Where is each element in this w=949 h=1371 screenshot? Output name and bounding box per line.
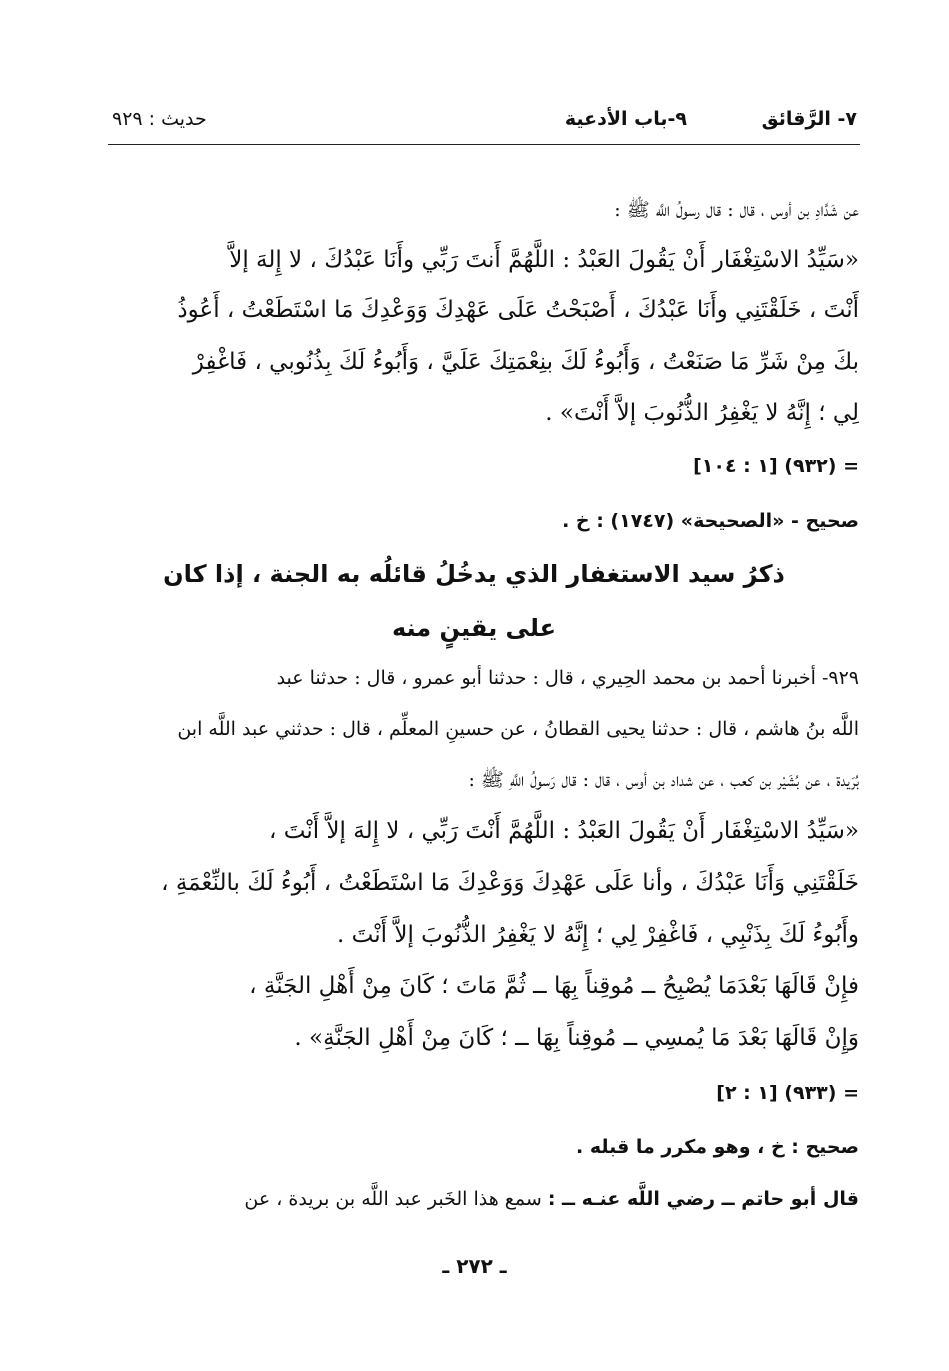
text-continuation: سمع هذا الخَبر عبد اللَّه بن بريدة ، عن	[244, 1188, 548, 1210]
text-line: «سَيِّدُ الاسْتِغْفَار أَنْ يَقُولَ العَبْدُ : اللَّهُمَّ أَنْتَ رَبِّي ، لا إِلهَ إلاَّ أَنْتَ ،	[269, 818, 859, 844]
text-line: «سَيِّدُ الاسْتِغْفَار أَنْ يَقُولَ العَبْدُ : اللَّهُمَّ أَنتَ رَبِّي وأَنَا عَبْدُكَ ، لا إِلهَ إلاَّ	[229, 247, 859, 273]
header-divider	[108, 144, 860, 145]
chapter-heading: ذكرُ سيد الاستغفار الذي يدخُلُ قائلُه به الجنة ، إذا كان	[163, 560, 785, 588]
text-line: بكَ مِنْ شَرِّ مَا صَنَعْتُ ، وَأَبُوءُ لَكَ بنِعْمَتِكَ عَلَيَّ ، وَأَبُوءُ لَكَ بِذُنُوبي ، فَاغْفِرْ	[192, 349, 859, 375]
text-line: وأَبُوءُ لَكَ بِذَنْبِي ، فَاغْفِرْ لِي ؛ إِنَّهُ لا يَغْفِرُ الذُّنُوبَ إلاَّ أَنْتَ .	[337, 922, 859, 948]
grading-note: صحيح : خ ، وهو مكرر ما قبله .	[576, 1136, 859, 1158]
cross-reference: = (٩٣٣) [١ : ٢]	[716, 1082, 859, 1104]
text-line: بُرَيدة ، عن بُشَيْر بن كعب ، عن شداد بن أوس ، قال : قال رَسولُ اللَّهِ ﷺ :	[468, 769, 859, 791]
text-line: أَنْتَ ، خَلَقْتَنِي وأَنَا عَبْدُكَ ، أَصْبَحْتُ عَلَى عَهْدِكَ وَوَعْدِكَ مَا اسْتَطَعْتُ ، أَعُوذُ	[177, 297, 859, 323]
cross-reference: = (٩٣٢) [١ : ١٠٤]	[693, 455, 859, 477]
text-line: ٩٢٩- أخبرنا أحمد بن محمد الحِيري ، قال : حدثنا أبو عمرو ، قال : حدثنا عبد	[276, 667, 859, 689]
text-line: عن شَدَّادِ بن أوس ، قال : قال رسولُ اللَّه ﷺ :	[614, 199, 859, 221]
text-line: وَإِنْ قَالَهَا بَعْدَ مَا يُمسِي ــ مُوقِناً بِهَا ــ ؛ كَانَ مِنْ أَهْلِ الجَنَّةِ» .	[294, 1025, 859, 1051]
text-line	[107, 1188, 859, 1210]
grading-note: صحيح - «الصحيحة» (١٧٤٧) : خ .	[562, 510, 859, 532]
section-title: ٩-باب الأدعية	[564, 108, 687, 130]
text-line: لِي ؛ إِنَّهُ لا يَغْفِرُ الذُّنُوبَ إلاَّ أَنْتَ» .	[545, 400, 859, 426]
page-number: ـ ٢٧٢ ـ	[442, 1254, 507, 1278]
hadith-reference: حديث : ٩٢٩	[112, 108, 207, 130]
chapter-heading: على يقينٍ منه	[391, 614, 557, 642]
speaker-label: قال أبو حاتم ــ رضي اللَّه عنـه ــ :	[547, 1188, 859, 1210]
chapter-title: ٧- الرَّقائق	[761, 108, 857, 130]
text-line: خَلَقْتَنِي وَأَنَا عَبْدُكَ ، وأنا عَلَى عَهْدِكَ وَوَعْدِكَ مَا اسْتَطَعْتُ ، أَبُوءُ لَكَ بالنِّعْمَةِ ،	[161, 870, 859, 896]
text-line: اللَّه بنُ هاشم ، قال : حدثنا يحيى القطانُ ، عن حسينِ المعلِّم ، قال : حدثني عبد اللَّه ابن	[177, 718, 859, 740]
running-header	[112, 108, 857, 142]
text-line: فإِنْ قَالَهَا بَعْدَمَا يُصْبِحُ ــ مُوقِناً بِهَا ــ ثُمَّ مَاتَ ؛ كَانَ مِنْ أَهْلِ الجَنَّةِ ،	[249, 973, 859, 999]
